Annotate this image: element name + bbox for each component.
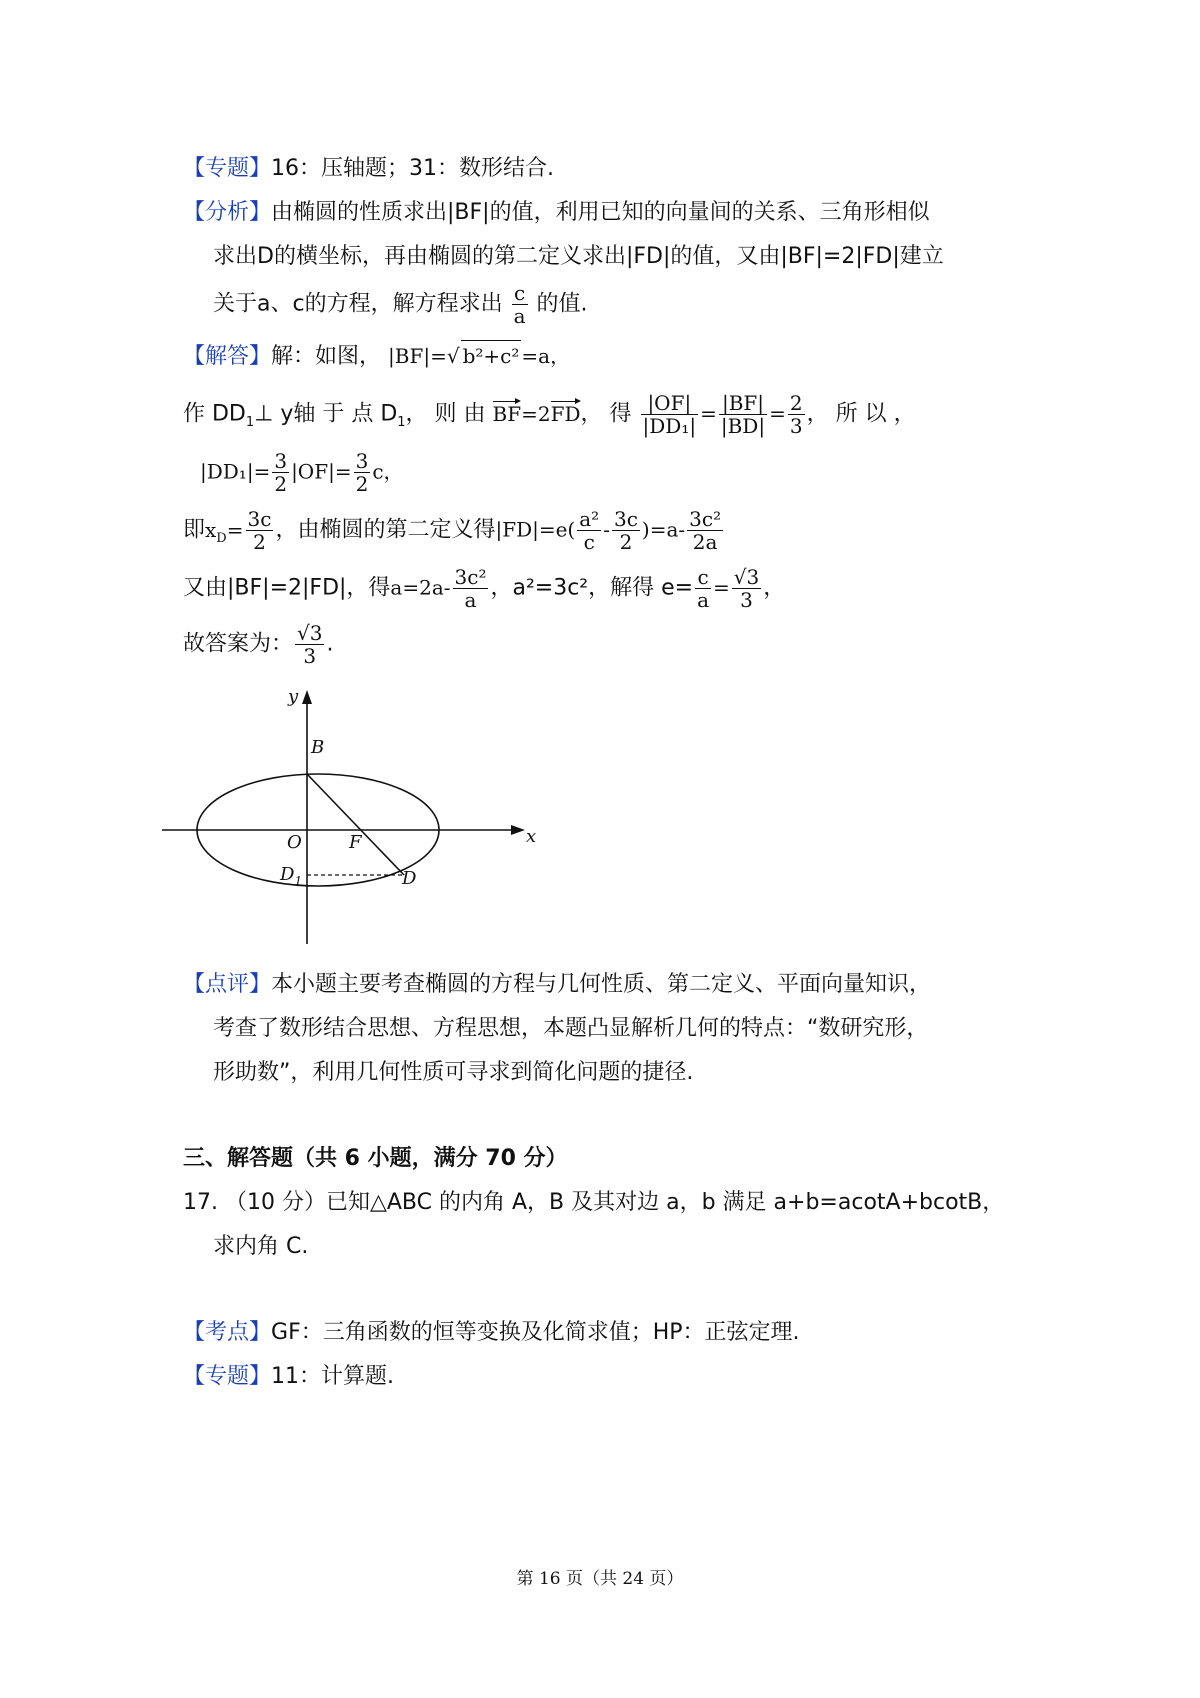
bf-formula: |BF|=√ b²+c² =a， xyxy=(388,344,570,368)
topic-text-2: 11：计算题. xyxy=(271,1364,395,1389)
fraction-3c2-a: $\frac{\text{3c²}}{a}$ xyxy=(454,565,487,612)
fraction-3-2a: $\frac{3}{2}$ xyxy=(274,449,288,496)
solution-line-4: 即$x_D=$ $\frac{3c}{2}$ ，由椭圆的第二定义得|FD|=e( $\frac{\text{a²}}{c}$ - $\frac{3c}{2}$ )=a- $\frac{\text{3c²}}{2a}$ xyxy=(183,507,722,554)
page-footer: 第 16 页（共 24 页） xyxy=(516,1569,684,1589)
fraction-of-dd1: $\frac{|OF|}{\text{|DD₁|}}$ xyxy=(642,391,697,438)
analysis-text-3b: 的值. xyxy=(536,291,588,317)
question-17-line-2: 求内角 C. xyxy=(213,1234,309,1259)
fraction-bf-bd: $\frac{|BF|}{|BD|}$ xyxy=(720,391,766,438)
fraction-c-over-a: $\frac{c}{a}$ xyxy=(513,281,526,328)
solution-line-1 xyxy=(183,340,570,372)
topic-line xyxy=(183,154,554,184)
solution-line-3: |DD₁|= $\frac{3}{2}$ |OF|= $\frac{3}{2}$ c， xyxy=(200,449,404,496)
comment-text-2: 考查了数形结合思想、方程思想，本题凸显解析几何的特点：“数研究形， xyxy=(213,1016,929,1041)
segment-bd xyxy=(307,774,404,875)
section-heading: 三、解答题（共 6 小题，满分 70 分） xyxy=(183,1146,568,1171)
fraction-3c-2: $\frac{3c}{2}$ xyxy=(247,507,272,554)
solution-text-1: 解：如图， xyxy=(271,344,382,369)
topic-tag: 【专题】 xyxy=(183,156,272,181)
comment-tag: 【点评】 xyxy=(183,972,272,997)
topic-text: 16：压轴题；31：数形结合. xyxy=(271,156,554,181)
vector-equation: BF=2FD xyxy=(493,402,581,426)
label-y: y xyxy=(288,686,299,707)
solution-answer: 故答案为： $\frac{√3}{3}$ . xyxy=(183,621,334,668)
ellipse-figure xyxy=(160,680,560,950)
analysis-line-3 xyxy=(213,282,588,327)
label-b: B xyxy=(311,737,325,758)
fraction-c-a: $\frac{c}{a}$ xyxy=(697,565,710,612)
topic-line-2 xyxy=(183,1362,394,1392)
analysis-text-1: 由椭圆的性质求出|BF|的值，利用已知的向量间的关系、三角形相似 xyxy=(271,200,930,225)
fraction-2-3: $\frac{2}{3}$ xyxy=(789,391,803,438)
fraction-3c-2b: $\frac{3c}{2}$ xyxy=(613,507,638,554)
keypoint-line xyxy=(183,1318,800,1348)
comment-text-1: 本小题主要考查椭圆的方程与几何性质、第二定义、平面向量知识， xyxy=(271,972,932,997)
keypoint-text: GF：三角函数的恒等变换及化简求值；HP：正弦定理. xyxy=(271,1320,800,1345)
fraction-sqrt3-3: $\frac{√3}{3}$ xyxy=(733,565,760,612)
analysis-text-3a: 关于a、c的方程，解方程求出 xyxy=(213,291,503,317)
y-axis-arrow-icon xyxy=(302,690,312,704)
label-x: x xyxy=(526,826,537,847)
solution-line-5: 又由|BF|=2|FD|，得a=2a- $\frac{\text{3c²}}{a}$ ，a²=3c²，解得 e= $\frac{c}{a}$ = $\frac{√3}{3}$ ， xyxy=(183,565,786,612)
x-axis-arrow-icon xyxy=(511,825,525,835)
topic-tag-2: 【专题】 xyxy=(183,1364,272,1389)
label-d1: $D_1$ xyxy=(280,864,303,888)
comment-line-3 xyxy=(213,1058,693,1088)
comment-text-3: 形助数”，利用几何性质可寻求到简化问题的捷径. xyxy=(213,1060,694,1085)
analysis-line-1 xyxy=(183,198,930,228)
keypoint-tag: 【考点】 xyxy=(183,1320,272,1345)
analysis-text-2: 求出D的横坐标，再由椭圆的第二定义求出|FD|的值，又由|BF|=2|FD|建立 xyxy=(213,244,944,269)
label-o: O xyxy=(287,832,302,853)
solution-line-2: 作 $DD_1\perp$ y轴 于 点 $D_1$， 则 由 BF=2FD， 得 $\frac{|OF|}{\text{|DD₁|}}$ = $\frac{|BF|}{|BD|}$ = $\frac{2}{3}$ ， 所 以 ， xyxy=(183,391,916,438)
analysis-line-2 xyxy=(213,242,944,272)
solution-tag: 【解答】 xyxy=(183,344,272,369)
label-f: F xyxy=(349,832,362,853)
question-17-line-1: 17. （10 分）已知△ABC 的内角 A，B 及其对边 a，b 满足 a+b=acotA+bcotB， xyxy=(183,1190,1005,1215)
fraction-3c2-2a: $\frac{\text{3c²}}{2a}$ xyxy=(689,507,722,554)
analysis-tag: 【分析】 xyxy=(183,200,272,225)
comment-line-2 xyxy=(213,1014,928,1044)
fraction-3-2b: $\frac{3}{2}$ xyxy=(355,449,369,496)
answer-fraction: $\frac{√3}{3}$ xyxy=(297,621,323,668)
comment-line-1 xyxy=(183,970,931,1000)
fraction-a2-c: $\frac{\text{a²}}{c}$ xyxy=(579,507,600,554)
label-d: D xyxy=(402,868,417,889)
